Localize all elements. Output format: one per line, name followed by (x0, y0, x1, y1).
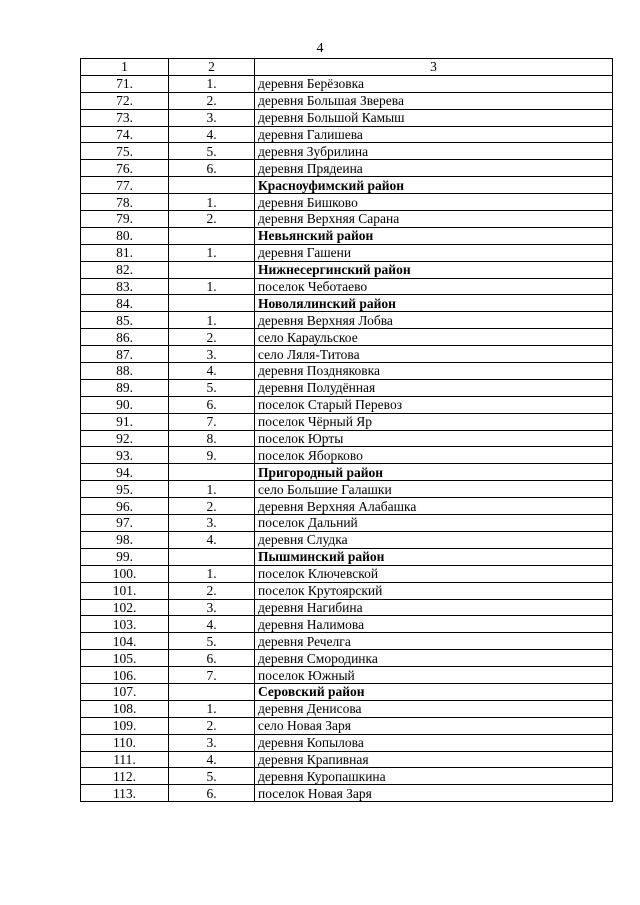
settlement-row (81, 211, 613, 228)
district-name: Пригородный район (255, 464, 613, 481)
settlement-name: село Большие Галашки (255, 481, 613, 498)
settlement-row (81, 531, 613, 548)
settlement-name: деревня Крапивная (255, 751, 613, 768)
settlement-row (81, 667, 613, 684)
district-row (81, 261, 613, 278)
row-number: 96. (81, 498, 169, 515)
settlement-name: поселок Новая Заря (255, 785, 613, 802)
settlement-name: село Караульское (255, 329, 613, 346)
row-number: 87. (81, 346, 169, 363)
settlements-table-body (81, 59, 613, 802)
district-row (81, 464, 613, 481)
row-number: 73. (81, 109, 169, 126)
item-number: 6. (169, 160, 255, 177)
settlement-row (81, 650, 613, 667)
page-number: 4 (316, 41, 324, 56)
district-name: Пышминский район (255, 548, 613, 565)
item-number: 6. (169, 650, 255, 667)
settlement-row (81, 751, 613, 768)
settlement-name: деревня Гашени (255, 244, 613, 261)
table-header-row (81, 59, 613, 76)
settlement-row (81, 194, 613, 211)
row-number: 107. (81, 683, 169, 700)
settlement-row (81, 396, 613, 413)
row-number: 92. (81, 430, 169, 447)
district-row (81, 683, 613, 700)
settlement-name: село Ляля-Титова (255, 346, 613, 363)
settlement-name: деревня Большой Камыш (255, 109, 613, 126)
district-name: Невьянский район (255, 227, 613, 244)
settlement-row (81, 785, 613, 802)
row-number: 109. (81, 717, 169, 734)
item-number: 8. (169, 430, 255, 447)
settlement-row (81, 312, 613, 329)
item-number (169, 464, 255, 481)
settlement-row (81, 447, 613, 464)
item-number: 2. (169, 92, 255, 109)
settlement-row (81, 582, 613, 599)
item-number (169, 295, 255, 312)
item-number: 1. (169, 565, 255, 582)
settlement-name: поселок Старый Перевоз (255, 396, 613, 413)
settlement-row (81, 329, 613, 346)
district-row (81, 227, 613, 244)
settlement-name: поселок Яборково (255, 447, 613, 464)
item-number: 3. (169, 346, 255, 363)
settlement-row (81, 75, 613, 92)
settlement-row (81, 498, 613, 515)
item-number (169, 261, 255, 278)
settlement-name: деревня Нагибина (255, 599, 613, 616)
item-number: 1. (169, 481, 255, 498)
row-number: 98. (81, 531, 169, 548)
settlement-name: поселок Чеботаево (255, 278, 613, 295)
row-number: 93. (81, 447, 169, 464)
settlement-name: деревня Зубрилина (255, 143, 613, 160)
settlement-name: деревня Большая Зверева (255, 92, 613, 109)
item-number: 5. (169, 143, 255, 160)
settlement-name: село Новая Заря (255, 717, 613, 734)
item-number: 1. (169, 312, 255, 329)
settlement-row (81, 126, 613, 143)
item-number: 5. (169, 379, 255, 396)
settlement-row (81, 430, 613, 447)
settlement-row (81, 616, 613, 633)
item-number: 5. (169, 633, 255, 650)
settlement-row (81, 278, 613, 295)
settlement-row (81, 92, 613, 109)
settlement-row (81, 346, 613, 363)
row-number: 112. (81, 768, 169, 785)
row-number: 101. (81, 582, 169, 599)
item-number (169, 227, 255, 244)
district-name: Новолялинский район (255, 295, 613, 312)
settlement-name: деревня Прядеина (255, 160, 613, 177)
row-number: 90. (81, 396, 169, 413)
settlement-row (81, 734, 613, 751)
settlement-name: деревня Верхняя Алабашка (255, 498, 613, 515)
item-number: 1. (169, 278, 255, 295)
settlement-name: деревня Верхняя Сарана (255, 211, 613, 228)
settlement-name: поселок Юрты (255, 430, 613, 447)
settlement-row (81, 109, 613, 126)
item-number: 2. (169, 498, 255, 515)
settlement-row (81, 413, 613, 430)
row-number: 79. (81, 211, 169, 228)
item-number: 3. (169, 515, 255, 532)
row-number: 95. (81, 481, 169, 498)
item-number: 6. (169, 785, 255, 802)
item-number: 3. (169, 599, 255, 616)
row-number: 102. (81, 599, 169, 616)
row-number: 75. (81, 143, 169, 160)
settlement-name: деревня Поздняковка (255, 363, 613, 380)
row-number: 99. (81, 548, 169, 565)
item-number: 4. (169, 616, 255, 633)
settlement-row (81, 599, 613, 616)
settlement-name: деревня Речелга (255, 633, 613, 650)
settlement-name: деревня Бишково (255, 194, 613, 211)
item-number: 4. (169, 531, 255, 548)
row-number: 100. (81, 565, 169, 582)
item-number: 9. (169, 447, 255, 464)
row-number: 89. (81, 379, 169, 396)
district-name: Нижнесергинский район (255, 261, 613, 278)
item-number: 1. (169, 75, 255, 92)
settlement-row (81, 363, 613, 380)
row-number: 81. (81, 244, 169, 261)
row-number: 83. (81, 278, 169, 295)
row-number: 82. (81, 261, 169, 278)
settlement-row (81, 143, 613, 160)
settlement-name: деревня Полудённая (255, 379, 613, 396)
row-number: 86. (81, 329, 169, 346)
item-number (169, 683, 255, 700)
settlement-row (81, 768, 613, 785)
item-number: 3. (169, 734, 255, 751)
row-number: 88. (81, 363, 169, 380)
row-number: 105. (81, 650, 169, 667)
row-number: 104. (81, 633, 169, 650)
row-number: 77. (81, 177, 169, 194)
district-name: Красноуфимский район (255, 177, 613, 194)
row-number: 110. (81, 734, 169, 751)
row-number: 113. (81, 785, 169, 802)
settlement-name: деревня Копылова (255, 734, 613, 751)
row-number: 80. (81, 227, 169, 244)
settlement-row (81, 565, 613, 582)
item-number (169, 177, 255, 194)
row-number: 108. (81, 700, 169, 717)
item-number: 5. (169, 768, 255, 785)
settlements-table (80, 58, 613, 802)
district-name: Серовский район (255, 683, 613, 700)
row-number: 111. (81, 751, 169, 768)
settlement-name: поселок Дальний (255, 515, 613, 532)
district-row (81, 548, 613, 565)
item-number: 7. (169, 413, 255, 430)
settlement-row (81, 633, 613, 650)
row-number: 78. (81, 194, 169, 211)
settlement-row (81, 379, 613, 396)
settlement-row (81, 717, 613, 734)
item-number: 2. (169, 329, 255, 346)
row-number: 71. (81, 75, 169, 92)
row-number: 72. (81, 92, 169, 109)
settlement-name: поселок Чёрный Яр (255, 413, 613, 430)
row-number: 91. (81, 413, 169, 430)
settlement-row (81, 515, 613, 532)
item-number: 1. (169, 244, 255, 261)
settlement-name: поселок Крутоярский (255, 582, 613, 599)
item-number: 1. (169, 194, 255, 211)
row-number: 76. (81, 160, 169, 177)
settlement-row (81, 244, 613, 261)
settlement-name: деревня Слудка (255, 531, 613, 548)
settlement-name: деревня Верхняя Лобва (255, 312, 613, 329)
row-number: 94. (81, 464, 169, 481)
item-number: 4. (169, 751, 255, 768)
row-number: 74. (81, 126, 169, 143)
row-number: 85. (81, 312, 169, 329)
item-number: 2. (169, 582, 255, 599)
item-number: 2. (169, 717, 255, 734)
row-number: 97. (81, 515, 169, 532)
settlement-row (81, 160, 613, 177)
settlement-name: деревня Смородинка (255, 650, 613, 667)
row-number: 106. (81, 667, 169, 684)
item-number: 6. (169, 396, 255, 413)
column-header-2: 2 (169, 59, 255, 76)
settlement-name: деревня Налимова (255, 616, 613, 633)
row-number: 84. (81, 295, 169, 312)
item-number: 7. (169, 667, 255, 684)
item-number: 3. (169, 109, 255, 126)
item-number (169, 548, 255, 565)
settlement-name: деревня Галишева (255, 126, 613, 143)
item-number: 4. (169, 126, 255, 143)
settlement-row (81, 700, 613, 717)
settlement-name: деревня Денисова (255, 700, 613, 717)
item-number: 4. (169, 363, 255, 380)
column-header-1: 1 (81, 59, 169, 76)
item-number: 2. (169, 211, 255, 228)
column-header-3: 3 (255, 59, 613, 76)
row-number: 103. (81, 616, 169, 633)
settlement-name: деревня Куропашкина (255, 768, 613, 785)
settlement-name: поселок Южный (255, 667, 613, 684)
settlement-name: поселок Ключевской (255, 565, 613, 582)
district-row (81, 177, 613, 194)
item-number: 1. (169, 700, 255, 717)
settlement-row (81, 481, 613, 498)
settlement-name: деревня Берёзовка (255, 75, 613, 92)
district-row (81, 295, 613, 312)
